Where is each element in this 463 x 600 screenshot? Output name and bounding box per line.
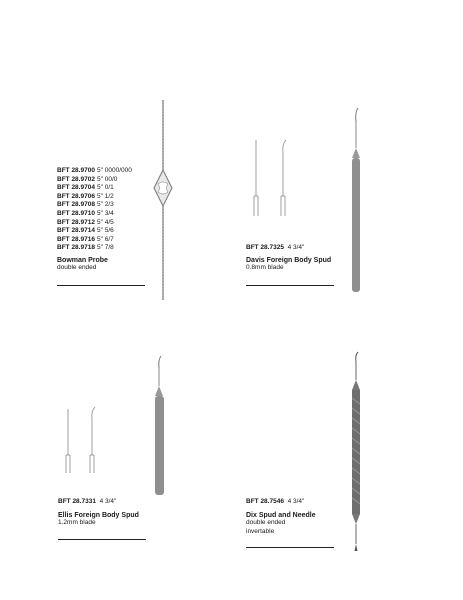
product-name: Bowman Probe [57,257,108,264]
product-code: BFT 28.9710 [57,209,95,217]
product-code: BFT 28.9700 [57,167,95,174]
product-code: BFT 28.9718 [57,244,95,252]
product-name: Ellis Foreign Body Spud [58,512,139,519]
product-code: BFT 28.9704 [57,184,95,192]
dix-name [246,512,316,536]
product-code: BFT 28.9712 [57,218,95,226]
product-code: BFT 28.9702 [57,175,95,183]
divider [246,547,334,548]
product-size: 5" 1/2 [97,192,114,200]
code-row [57,193,132,202]
product-name: Davis Foreign Body Spud [246,257,332,264]
product-size: 5" 5/6 [97,227,114,235]
dix-instrument-image [346,352,366,552]
product-name: Dix Spud and Needle [246,512,316,519]
product-size: 5" 4/5 [97,218,114,226]
product-desc: invertable [246,527,275,535]
product-desc: 1.2mm blade [58,519,96,526]
product-code: BFT 28.9714 [57,227,95,235]
product-size: 4 3/4" [99,498,117,505]
ellis-instrument-image [150,356,170,496]
product-size: 5" 3/4 [97,209,114,217]
product-desc: double ended [57,264,97,271]
divider [57,285,145,286]
code-row [57,201,132,210]
bowman-probe-image [148,100,178,300]
product-code: BFT 28.9706 [57,192,95,200]
product-size: 5" 0/1 [97,184,114,192]
divider [246,285,334,286]
code-row [57,236,132,245]
product-size: 4 3/4" [287,498,305,505]
code-row [57,167,132,176]
davis-sku [246,244,304,251]
product-size: 5" 7/8 [97,244,114,252]
product-code: BFT 28.7546 [246,498,284,505]
ellis-sku [58,498,116,505]
code-row [57,184,132,193]
code-row [57,176,132,185]
ellis-name [58,512,139,528]
product-size: 5" 0000/000 [97,167,132,174]
code-row [57,244,132,253]
bowman-name [57,257,108,273]
product-code: BFT 28.7325 [246,244,284,251]
product-size: 5" 6/7 [97,235,114,243]
ellis-tip-detail-image [58,405,108,475]
davis-name [246,257,331,273]
bowman-code-table [57,167,132,253]
product-size: 4 3/4" [287,244,305,251]
divider [58,539,146,540]
product-size: 5" 00/0 [97,175,118,183]
code-row [57,210,132,219]
product-code: BFT 28.7331 [58,498,96,505]
product-code: BFT 28.9708 [57,201,95,209]
davis-tip-detail-image [246,138,296,218]
dix-sku [246,498,304,505]
code-row [57,219,132,228]
product-code: BFT 28.9716 [57,235,95,243]
code-row [57,227,132,236]
davis-instrument-image [346,108,366,293]
product-desc: 0.8mm blade [246,264,284,271]
product-desc: double ended [246,519,286,526]
product-size: 5" 2/3 [97,201,114,209]
